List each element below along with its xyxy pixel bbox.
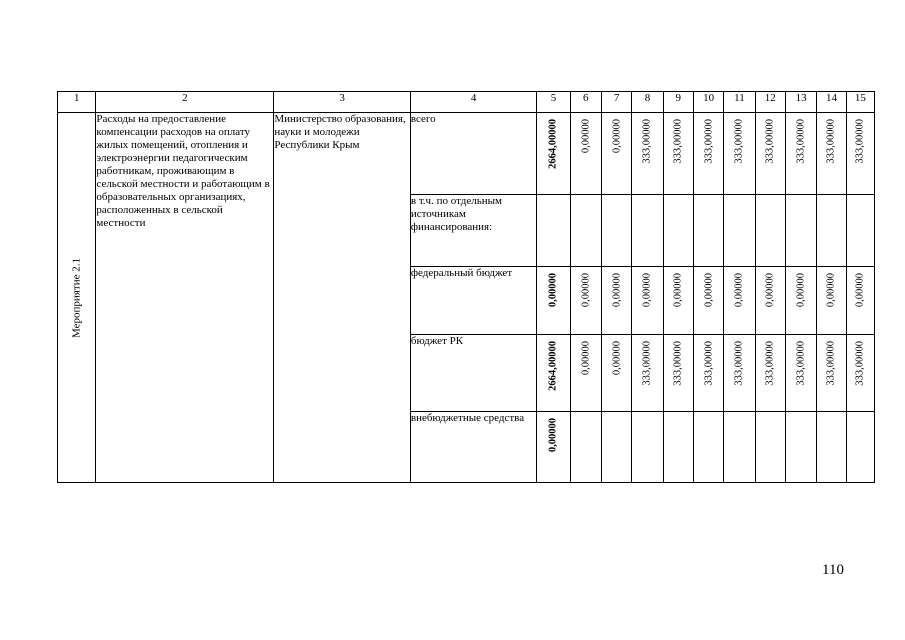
value: 0,00000 (733, 273, 745, 308)
value: 333,00000 (703, 341, 715, 386)
funding-table (57, 91, 875, 483)
value: 333,00000 (795, 341, 807, 386)
measure-label: Мероприятие 2.1 (70, 257, 83, 338)
value: 333,00000 (825, 119, 837, 164)
value: 0,00000 (672, 273, 684, 308)
column-header-5: 5 (537, 92, 570, 113)
total-value: 0,00000 (547, 418, 559, 453)
column-header-12: 12 (755, 92, 785, 113)
value-cell (755, 267, 785, 335)
value-cell (846, 195, 874, 267)
value-cell (817, 195, 846, 267)
total-value: 2664,00000 (547, 119, 559, 169)
value: 333,00000 (641, 341, 653, 386)
total-value: 0,00000 (547, 273, 559, 308)
column-header-6: 6 (570, 92, 601, 113)
value: 0,00000 (795, 273, 807, 308)
value-cell (632, 195, 663, 267)
column-header-10: 10 (693, 92, 723, 113)
value-cell (785, 412, 816, 483)
value-cell (601, 113, 631, 195)
value-cell (785, 267, 816, 335)
value-cell (693, 267, 723, 335)
value-cell (663, 113, 693, 195)
total-cell (537, 412, 570, 483)
value-cell (755, 113, 785, 195)
value-cell (693, 412, 723, 483)
value: 0,00000 (580, 119, 592, 154)
value-cell (632, 113, 663, 195)
column-header-2: 2 (96, 92, 274, 113)
value-cell (632, 267, 663, 335)
value-cell (601, 195, 631, 267)
table-row (58, 113, 875, 195)
funding-label: в т.ч. по отдельным источникам финансирования: (410, 195, 536, 267)
total-value: 2664,00000 (547, 341, 559, 391)
value-cell (632, 335, 663, 412)
value-cell (846, 412, 874, 483)
column-header-7: 7 (601, 92, 631, 113)
value: 333,00000 (825, 341, 837, 386)
header-row (58, 92, 875, 113)
value: 0,00000 (854, 273, 866, 308)
value-cell (570, 113, 601, 195)
value-cell (817, 335, 846, 412)
value: 333,00000 (764, 119, 776, 164)
description-cell: Расходы на предоставление компенсации расходов на оплату жилых помещений, отопления и электроэнергии педагогическим работникам, проживающим в сельской местности и работающим в образовательных организациях, расположенных в сельской местности (96, 113, 274, 483)
value-cell (817, 267, 846, 335)
value-cell (724, 267, 755, 335)
value-cell (724, 113, 755, 195)
value-cell (755, 195, 785, 267)
value-cell (663, 335, 693, 412)
value-cell (601, 412, 631, 483)
value: 333,00000 (764, 341, 776, 386)
value: 333,00000 (672, 119, 684, 164)
value: 0,00000 (580, 273, 592, 308)
executor-cell: Министерство образования, науки и молодежи Республики Крым (274, 113, 411, 483)
value: 333,00000 (854, 341, 866, 386)
value-cell (693, 113, 723, 195)
value: 0,00000 (611, 341, 623, 376)
value-cell (570, 195, 601, 267)
value: 0,00000 (611, 119, 623, 154)
column-header-15: 15 (846, 92, 874, 113)
column-header-13: 13 (785, 92, 816, 113)
total-cell (537, 113, 570, 195)
value-cell (846, 335, 874, 412)
value-cell (570, 412, 601, 483)
value-cell (663, 267, 693, 335)
value: 0,00000 (580, 341, 592, 376)
value: 0,00000 (641, 273, 653, 308)
value-cell (846, 113, 874, 195)
column-header-14: 14 (817, 92, 846, 113)
funding-label: внебюджетные средства (410, 412, 536, 483)
value-cell (724, 412, 755, 483)
funding-label: федеральный бюджет (410, 267, 536, 335)
value: 333,00000 (703, 119, 715, 164)
total-cell (537, 267, 570, 335)
value-cell (785, 335, 816, 412)
column-header-3: 3 (274, 92, 411, 113)
column-header-4: 4 (410, 92, 536, 113)
value: 0,00000 (611, 273, 623, 308)
column-header-11: 11 (724, 92, 755, 113)
funding-label: всего (410, 113, 536, 195)
value: 333,00000 (733, 119, 745, 164)
value: 333,00000 (733, 341, 745, 386)
value-cell (663, 195, 693, 267)
value-cell (693, 335, 723, 412)
total-cell (537, 335, 570, 412)
value: 0,00000 (703, 273, 715, 308)
value-cell (601, 335, 631, 412)
value: 333,00000 (672, 341, 684, 386)
value: 0,00000 (764, 273, 776, 308)
value-cell (570, 267, 601, 335)
column-header-1: 1 (58, 92, 96, 113)
value-cell (693, 195, 723, 267)
column-header-8: 8 (632, 92, 663, 113)
value-cell (785, 113, 816, 195)
value-cell (663, 412, 693, 483)
funding-label: бюджет РК (410, 335, 536, 412)
column-header-9: 9 (663, 92, 693, 113)
measure-cell (58, 113, 96, 483)
page-number: 110 (822, 562, 844, 578)
value-cell (817, 412, 846, 483)
value-cell (846, 267, 874, 335)
value: 0,00000 (825, 273, 837, 308)
value-cell (632, 412, 663, 483)
value-cell (817, 113, 846, 195)
total-cell (537, 195, 570, 267)
value-cell (755, 335, 785, 412)
value: 333,00000 (854, 119, 866, 164)
value-cell (570, 335, 601, 412)
value-cell (724, 195, 755, 267)
value-cell (755, 412, 785, 483)
value: 333,00000 (641, 119, 653, 164)
value-cell (724, 335, 755, 412)
value: 333,00000 (795, 119, 807, 164)
value-cell (785, 195, 816, 267)
value-cell (601, 267, 631, 335)
